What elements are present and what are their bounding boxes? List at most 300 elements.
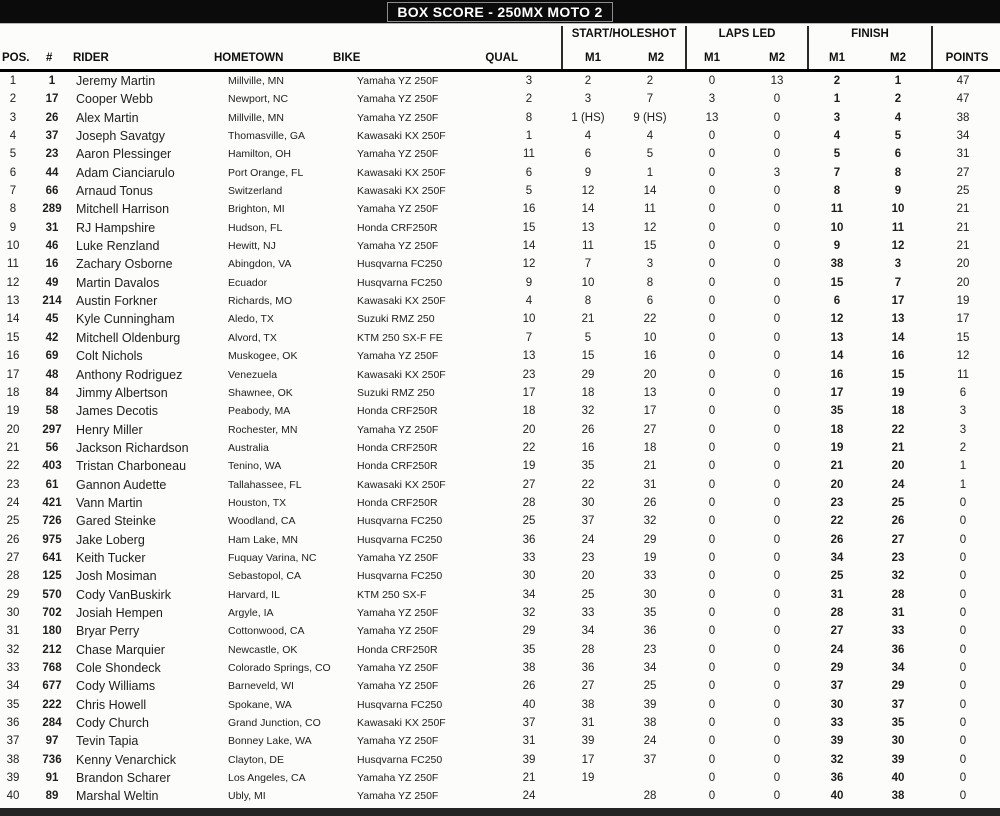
laps-led-m2-cell: 0 xyxy=(773,643,781,656)
bike-cell: Husqvarna FC250 xyxy=(357,570,443,583)
bike-cell: Honda CRF250R xyxy=(357,643,438,656)
table-row xyxy=(0,90,1000,108)
start-holeshot-m2-cell: 5 xyxy=(646,148,654,161)
column-header-finish-m1: M1 xyxy=(829,52,845,64)
laps-led-m2-cell: 0 xyxy=(773,662,781,674)
table-row xyxy=(0,384,1000,402)
rider-number-cell: 49 xyxy=(45,276,59,289)
start-holeshot-m2-cell: 2 xyxy=(646,75,654,87)
start-holeshot-m1-cell: 24 xyxy=(581,533,595,546)
column-header-sh-m1: M1 xyxy=(585,52,601,64)
table-row xyxy=(0,531,1000,549)
laps-led-m2-cell: 0 xyxy=(773,295,781,308)
start-holeshot-m2-cell: 9 (HS) xyxy=(633,111,667,124)
rider-name-cell: Henry Miller xyxy=(76,422,143,437)
finish-m1-cell: 20 xyxy=(830,478,844,491)
rider-number-cell: 180 xyxy=(42,625,62,638)
rider-number-cell: 222 xyxy=(42,698,62,711)
finish-m1-cell: 8 xyxy=(833,185,841,198)
rider-name-cell: Josiah Hempen xyxy=(76,605,163,620)
column-header-number: # xyxy=(46,52,53,64)
rider-name-cell: Jimmy Albertson xyxy=(76,385,168,400)
start-holeshot-m1-cell: 7 xyxy=(584,258,592,271)
start-holeshot-m2-cell: 34 xyxy=(643,662,657,674)
qual-cell: 34 xyxy=(522,588,536,601)
laps-led-m2-cell: 0 xyxy=(773,130,781,143)
points-cell: 0 xyxy=(959,790,967,803)
laps-led-m1-cell: 0 xyxy=(708,350,716,363)
points-cell: 3 xyxy=(959,405,967,418)
rider-number-cell: 297 xyxy=(42,423,62,436)
start-holeshot-m1-cell: 28 xyxy=(581,643,595,656)
finish-m2-cell: 38 xyxy=(891,790,905,803)
position-cell: 40 xyxy=(6,790,20,803)
rider-name-cell: Martin Davalos xyxy=(76,275,160,290)
points-cell: 20 xyxy=(956,276,970,289)
laps-led-m1-cell: 0 xyxy=(708,423,716,436)
rider-name-cell: Zachary Osborne xyxy=(76,257,173,272)
position-cell: 14 xyxy=(6,313,20,326)
rider-number-cell: 84 xyxy=(45,386,59,399)
hometown-cell: Clayton, DE xyxy=(228,753,285,766)
position-cell: 31 xyxy=(6,625,20,638)
laps-led-m1-cell: 0 xyxy=(708,166,716,179)
position-cell: 27 xyxy=(6,551,20,564)
rider-number-cell: 16 xyxy=(45,258,59,271)
laps-led-m1-cell: 13 xyxy=(705,111,719,124)
points-cell: 0 xyxy=(959,588,967,601)
points-cell: 12 xyxy=(956,350,970,363)
rider-name-cell: Jake Loberg xyxy=(76,532,145,547)
group-header-finish: FINISH xyxy=(851,28,889,40)
laps-led-m2-cell: 0 xyxy=(773,551,781,564)
start-holeshot-m2-cell: 32 xyxy=(643,515,657,528)
finish-m2-cell: 40 xyxy=(891,772,905,785)
finish-m2-cell: 39 xyxy=(891,753,905,766)
rider-name-cell: Gared Steinke xyxy=(76,514,156,529)
table-row xyxy=(0,72,1000,90)
laps-led-m2-cell: 0 xyxy=(773,258,781,271)
rider-name-cell: Cody Williams xyxy=(76,679,156,694)
position-cell: 1 xyxy=(9,75,17,87)
start-holeshot-m1-cell: 10 xyxy=(581,276,595,289)
finish-m1-cell: 31 xyxy=(830,588,844,601)
start-holeshot-m1-cell: 33 xyxy=(581,606,595,619)
rider-number-cell: 45 xyxy=(45,313,59,326)
start-holeshot-m2-cell: 6 xyxy=(646,295,654,308)
start-holeshot-m1-cell: 4 xyxy=(584,130,592,143)
points-cell: 31 xyxy=(956,148,970,161)
laps-led-m1-cell: 0 xyxy=(708,606,716,619)
finish-m1-cell: 39 xyxy=(830,735,844,748)
finish-m1-cell: 7 xyxy=(833,166,841,179)
finish-m2-cell: 30 xyxy=(891,735,905,748)
bike-cell: Yamaha YZ 250F xyxy=(357,680,439,693)
column-header-qual: QUAL xyxy=(485,52,518,64)
title-bar xyxy=(0,0,1000,24)
laps-led-m1-cell: 0 xyxy=(708,221,716,234)
rider-number-cell: 69 xyxy=(45,350,59,363)
laps-led-m1-cell: 0 xyxy=(708,570,716,583)
laps-led-m2-cell: 0 xyxy=(773,185,781,198)
rider-number-cell: 89 xyxy=(45,790,59,803)
rider-number-cell: 284 xyxy=(42,717,62,730)
start-holeshot-m1-cell: 14 xyxy=(581,203,595,216)
start-holeshot-m2-cell: 22 xyxy=(643,313,657,326)
points-cell: 1 xyxy=(959,478,967,491)
laps-led-m2-cell: 3 xyxy=(773,166,781,179)
laps-led-m1-cell: 0 xyxy=(708,75,716,87)
laps-led-m2-cell: 0 xyxy=(773,533,781,546)
hometown-cell: Ubly, MI xyxy=(228,790,266,803)
bike-cell: Kawasaki KX 250F xyxy=(357,368,446,381)
start-holeshot-m1-cell: 31 xyxy=(581,717,595,730)
hometown-cell: Millville, MN xyxy=(228,111,284,124)
position-cell: 8 xyxy=(9,203,17,216)
finish-m2-cell: 18 xyxy=(891,405,905,418)
hometown-cell: Alvord, TX xyxy=(228,331,277,344)
points-cell: 47 xyxy=(956,75,970,87)
start-holeshot-m1-cell: 37 xyxy=(581,515,595,528)
laps-led-m2-cell: 0 xyxy=(773,240,781,253)
qual-cell: 29 xyxy=(522,625,536,638)
qual-cell: 2 xyxy=(525,93,533,106)
start-holeshot-m1-cell: 13 xyxy=(581,221,595,234)
finish-m1-cell: 30 xyxy=(830,698,844,711)
hometown-cell: Grand Junction, CO xyxy=(228,717,321,730)
position-cell: 36 xyxy=(6,717,20,730)
hometown-cell: Ecuador xyxy=(228,276,268,289)
rider-name-cell: Brandon Scharer xyxy=(76,771,171,786)
start-holeshot-m2-cell: 21 xyxy=(643,460,657,473)
rider-name-cell: Austin Forkner xyxy=(76,294,158,309)
start-holeshot-m2-cell: 16 xyxy=(643,350,657,363)
start-holeshot-m1-cell: 20 xyxy=(581,570,595,583)
finish-m2-cell: 8 xyxy=(894,166,902,179)
table-row xyxy=(0,769,1000,787)
start-holeshot-m2-cell: 18 xyxy=(643,441,657,454)
rider-name-cell: Josh Mosiman xyxy=(76,569,157,584)
position-cell: 10 xyxy=(6,240,20,253)
rider-number-cell: 42 xyxy=(45,331,59,344)
bike-cell: Yamaha YZ 250F xyxy=(357,606,439,619)
column-header-hometown: HOMETOWN xyxy=(214,52,284,64)
finish-m1-cell: 15 xyxy=(830,276,844,289)
bike-cell: Yamaha YZ 250F xyxy=(357,772,439,785)
position-cell: 25 xyxy=(6,515,20,528)
laps-led-m2-cell: 0 xyxy=(773,570,781,583)
laps-led-m1-cell: 0 xyxy=(708,313,716,326)
qual-cell: 8 xyxy=(525,111,533,124)
laps-led-m1-cell: 0 xyxy=(708,680,716,693)
table-row xyxy=(0,787,1000,805)
hometown-cell: Argyle, IA xyxy=(228,606,274,619)
rider-number-cell: 31 xyxy=(45,221,59,234)
bike-cell: Husqvarna FC250 xyxy=(357,258,443,271)
position-cell: 4 xyxy=(9,130,17,143)
laps-led-m2-cell: 0 xyxy=(773,405,781,418)
table-row xyxy=(0,457,1000,475)
points-cell: 19 xyxy=(956,295,970,308)
finish-m2-cell: 23 xyxy=(891,551,905,564)
hometown-cell: Cottonwood, CA xyxy=(228,625,305,638)
rider-name-cell: Bryar Perry xyxy=(76,624,140,639)
rider-number-cell: 702 xyxy=(42,606,62,619)
hometown-cell: Harvard, IL xyxy=(228,588,280,601)
qual-cell: 17 xyxy=(522,386,536,399)
laps-led-m2-cell: 0 xyxy=(773,350,781,363)
finish-m2-cell: 20 xyxy=(891,460,905,473)
laps-led-m2-cell: 0 xyxy=(773,111,781,124)
rider-name-cell: Gannon Audette xyxy=(76,477,167,492)
start-holeshot-m2-cell: 37 xyxy=(643,753,657,766)
table-row xyxy=(0,274,1000,292)
table-row xyxy=(0,439,1000,457)
points-cell: 0 xyxy=(959,496,967,509)
finish-m2-cell: 17 xyxy=(891,295,905,308)
finish-m1-cell: 12 xyxy=(830,313,844,326)
hometown-cell: Los Angeles, CA xyxy=(228,772,306,785)
rider-name-cell: Chase Marquier xyxy=(76,642,165,657)
position-cell: 3 xyxy=(9,111,17,124)
start-holeshot-m2-cell: 10 xyxy=(643,331,657,344)
laps-led-m2-cell: 0 xyxy=(773,93,781,106)
finish-m2-cell: 10 xyxy=(891,203,905,216)
rider-name-cell: Mitchell Harrison xyxy=(76,202,170,217)
table-header xyxy=(0,24,1000,69)
hometown-cell: Hamilton, OH xyxy=(228,148,292,161)
start-holeshot-m1-cell: 19 xyxy=(581,772,595,785)
laps-led-m2-cell: 0 xyxy=(773,203,781,216)
finish-m1-cell: 5 xyxy=(833,148,841,161)
points-cell: 0 xyxy=(959,662,967,674)
start-holeshot-m2-cell: 12 xyxy=(643,221,657,234)
bike-cell: Yamaha YZ 250F xyxy=(357,662,439,674)
finish-m1-cell: 6 xyxy=(833,295,841,308)
qual-cell: 21 xyxy=(522,772,536,785)
finish-m1-cell: 4 xyxy=(833,130,841,143)
bike-cell: KTM 250 SX-F FE xyxy=(357,331,443,344)
start-holeshot-m2-cell: 17 xyxy=(643,405,657,418)
table-row xyxy=(0,732,1000,750)
laps-led-m1-cell: 0 xyxy=(708,551,716,564)
hometown-cell: Fuquay Varina, NC xyxy=(228,551,317,564)
start-holeshot-m1-cell: 2 xyxy=(584,75,592,87)
points-cell: 21 xyxy=(956,240,970,253)
start-holeshot-m1-cell: 11 xyxy=(582,240,594,253)
start-holeshot-m2-cell: 14 xyxy=(643,185,657,198)
hometown-cell: Brighton, MI xyxy=(228,203,285,216)
finish-m1-cell: 16 xyxy=(830,368,844,381)
bike-cell: Yamaha YZ 250F xyxy=(357,93,439,106)
laps-led-m2-cell: 0 xyxy=(773,478,781,491)
hometown-cell: Tenino, WA xyxy=(228,460,282,473)
table-row xyxy=(0,641,1000,659)
rider-number-cell: 26 xyxy=(45,111,59,124)
hometown-cell: Port Orange, FL xyxy=(228,166,304,179)
bike-cell: Yamaha YZ 250F xyxy=(357,790,439,803)
finish-m2-cell: 27 xyxy=(891,533,905,546)
position-cell: 34 xyxy=(6,680,20,693)
position-cell: 16 xyxy=(6,350,20,363)
start-holeshot-m1-cell: 25 xyxy=(581,588,595,601)
bike-cell: Kawasaki KX 250F xyxy=(357,295,446,308)
points-cell: 0 xyxy=(959,606,967,619)
rider-number-cell: 97 xyxy=(45,735,59,748)
column-header-points: POINTS xyxy=(945,52,989,64)
bike-cell: Yamaha YZ 250F xyxy=(357,423,439,436)
finish-m1-cell: 23 xyxy=(830,496,844,509)
rider-number-cell: 212 xyxy=(42,643,62,656)
laps-led-m1-cell: 0 xyxy=(708,662,716,674)
start-holeshot-m2-cell: 3 xyxy=(646,258,654,271)
hometown-cell: Tallahassee, FL xyxy=(228,478,302,491)
rider-name-cell: Cooper Webb xyxy=(76,92,153,107)
laps-led-m2-cell: 0 xyxy=(773,790,781,803)
rider-number-cell: 570 xyxy=(42,588,62,601)
position-cell: 23 xyxy=(6,478,20,491)
column-header-ll-m1: M1 xyxy=(704,52,720,64)
finish-m1-cell: 13 xyxy=(830,331,844,344)
column-header-bike: BIKE xyxy=(333,52,361,64)
qual-cell: 39 xyxy=(522,753,536,766)
points-cell: 20 xyxy=(956,258,970,271)
points-cell: 34 xyxy=(956,130,970,143)
hometown-cell: Venezuela xyxy=(228,368,278,381)
hometown-cell: Richards, MO xyxy=(228,295,293,308)
start-holeshot-m1-cell: 9 xyxy=(584,166,592,179)
bike-cell: Honda CRF250R xyxy=(357,221,438,234)
laps-led-m1-cell: 0 xyxy=(708,276,716,289)
start-holeshot-m2-cell: 35 xyxy=(643,606,657,619)
hometown-cell: Switzerland xyxy=(228,185,283,198)
qual-cell: 23 xyxy=(522,368,536,381)
finish-m1-cell: 11 xyxy=(830,203,844,216)
table-row xyxy=(0,714,1000,732)
hometown-cell: Millville, MN xyxy=(228,75,284,87)
finish-m2-cell: 5 xyxy=(894,130,902,143)
qual-cell: 4 xyxy=(525,295,533,308)
start-holeshot-m1-cell: 22 xyxy=(581,478,595,491)
laps-led-m1-cell: 0 xyxy=(708,717,716,730)
start-holeshot-m1-cell: 17 xyxy=(581,753,595,766)
position-cell: 15 xyxy=(6,331,20,344)
bike-cell: Suzuki RMZ 250 xyxy=(357,386,435,399)
start-holeshot-m2-cell: 27 xyxy=(643,423,657,436)
start-holeshot-m1-cell: 26 xyxy=(581,423,595,436)
bike-cell: Yamaha YZ 250F xyxy=(357,75,439,87)
qual-cell: 7 xyxy=(525,331,533,344)
finish-m2-cell: 19 xyxy=(891,386,905,399)
start-holeshot-m1-cell: 6 xyxy=(584,148,592,161)
points-cell: 38 xyxy=(956,111,970,124)
start-holeshot-m2-cell: 31 xyxy=(643,478,657,491)
finish-m1-cell: 1 xyxy=(833,93,841,106)
column-divider xyxy=(931,26,933,70)
start-holeshot-m2-cell: 23 xyxy=(643,643,657,656)
bike-cell: Yamaha YZ 250F xyxy=(357,350,439,363)
bike-cell: Honda CRF250R xyxy=(357,441,438,454)
rider-name-cell: Vann Martin xyxy=(76,495,143,510)
finish-m2-cell: 2 xyxy=(894,93,902,106)
laps-led-m2-cell: 0 xyxy=(773,441,781,454)
bike-cell: Kawasaki KX 250F xyxy=(357,478,446,491)
table-row xyxy=(0,567,1000,585)
finish-m1-cell: 14 xyxy=(830,350,844,363)
position-cell: 29 xyxy=(6,588,20,601)
bike-cell: Kawasaki KX 250F xyxy=(357,130,446,143)
laps-led-m1-cell: 0 xyxy=(708,478,716,491)
table-body xyxy=(0,72,1000,806)
rider-name-cell: Mitchell Oldenburg xyxy=(76,330,181,345)
rider-name-cell: Adam Cianciarulo xyxy=(76,165,175,180)
points-cell: 25 xyxy=(956,185,970,198)
points-cell: 21 xyxy=(956,203,970,216)
laps-led-m1-cell: 0 xyxy=(708,496,716,509)
hometown-cell: Sebastopol, CA xyxy=(228,570,301,583)
bike-cell: Husqvarna FC250 xyxy=(357,698,443,711)
rider-name-cell: Arnaud Tonus xyxy=(76,184,153,199)
laps-led-m1-cell: 0 xyxy=(708,405,716,418)
finish-m2-cell: 26 xyxy=(891,515,905,528)
qual-cell: 13 xyxy=(522,350,536,363)
bike-cell: Honda CRF250R xyxy=(357,496,438,509)
start-holeshot-m2-cell: 13 xyxy=(643,386,657,399)
points-cell: 6 xyxy=(959,386,967,399)
table-row xyxy=(0,659,1000,677)
qual-cell: 15 xyxy=(522,221,536,234)
position-cell: 33 xyxy=(6,662,20,674)
table-row xyxy=(0,182,1000,200)
finish-m2-cell: 35 xyxy=(891,717,905,730)
finish-m1-cell: 24 xyxy=(830,643,844,656)
position-cell: 39 xyxy=(6,772,20,785)
points-cell: 0 xyxy=(959,680,967,693)
rider-number-cell: 736 xyxy=(42,753,62,766)
column-header-rider: RIDER xyxy=(73,52,109,64)
start-holeshot-m2-cell: 25 xyxy=(643,680,657,693)
table-row xyxy=(0,200,1000,218)
finish-m1-cell: 28 xyxy=(830,606,844,619)
laps-led-m2-cell: 0 xyxy=(773,698,781,711)
page-title: BOX SCORE - 250MX MOTO 2 xyxy=(387,2,612,22)
points-cell: 0 xyxy=(959,772,967,785)
bike-cell: Suzuki RMZ 250 xyxy=(357,313,435,326)
start-holeshot-m2-cell: 24 xyxy=(643,735,657,748)
start-holeshot-m1-cell: 5 xyxy=(584,331,592,344)
laps-led-m1-cell: 3 xyxy=(708,93,716,106)
qual-cell: 3 xyxy=(525,75,533,87)
start-holeshot-m1-cell: 21 xyxy=(581,313,595,326)
finish-m2-cell: 15 xyxy=(891,368,905,381)
laps-led-m2-cell: 0 xyxy=(773,680,781,693)
table-row xyxy=(0,751,1000,769)
finish-m2-cell: 13 xyxy=(891,313,905,326)
hometown-cell: Abingdon, VA xyxy=(228,258,292,271)
points-cell: 0 xyxy=(959,625,967,638)
rider-number-cell: 403 xyxy=(42,460,62,473)
finish-m1-cell: 27 xyxy=(830,625,844,638)
qual-cell: 33 xyxy=(522,551,536,564)
table-row xyxy=(0,255,1000,273)
start-holeshot-m1-cell: 39 xyxy=(581,735,595,748)
rider-number-cell: 91 xyxy=(45,772,59,785)
bike-cell: Honda CRF250R xyxy=(357,460,438,473)
finish-m1-cell: 29 xyxy=(830,662,844,674)
finish-m1-cell: 21 xyxy=(830,460,844,473)
group-header-laps-led: LAPS LED xyxy=(718,28,776,40)
laps-led-m2-cell: 0 xyxy=(773,606,781,619)
